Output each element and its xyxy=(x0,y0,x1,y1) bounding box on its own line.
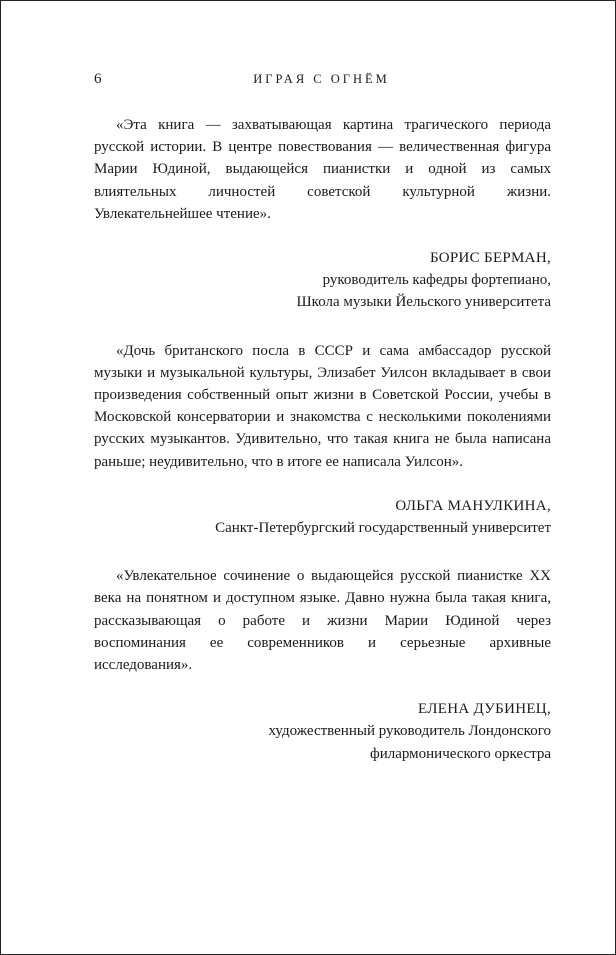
page-number: 6 xyxy=(94,71,102,87)
running-title: ИГРАЯ С ОГНЁМ xyxy=(253,72,390,86)
author-name: ОЛЬГА МАНУЛКИНА, xyxy=(395,497,551,514)
page-header xyxy=(94,71,549,91)
testimonial-quote: «Увлекательное сочинение о выдающейся русской пианистке XX века на понятном и доступном языке. Давно нужна была такая книга, рассказывающая о работе и жизни Марии Юдиной через воспоминания ее современников и серьезные архивные исследования». xyxy=(94,568,551,674)
testimonial-quote: «Эта книга — захватывающая картина трагического периода русской истории. В центре повествования — величественная фигура Марии Юдиной, выдающейся пианистки и одной из самых влиятельных личностей советской культурной жизни. Увлекательнейшее чтение». xyxy=(94,117,551,222)
testimonial-quote: «Дочь британского посла в СССР и сама амбассадор русской музыки и музыкальной культуры, Элизабет Уилсон вкладывает в свои произведения собственный опыт жизни в Советской России, учебы в Московской консерватории и знакомства с несколькими поколениями русских музыкантов. Удивительно, что такая книга не была написана раньше; неудивительно, что в итоге ее написала Уилсон». xyxy=(94,342,551,470)
author-role: Санкт-Петербургский государственный университет xyxy=(215,520,551,537)
author-role: художественный руководитель Лондонского xyxy=(268,723,551,740)
author-role: филармонического оркестра xyxy=(370,745,551,762)
author-role: руководитель кафедры фортепиано, xyxy=(322,272,551,289)
testimonial-attribution xyxy=(94,495,551,539)
author-role: Школа музыки Йельского университета xyxy=(296,294,551,311)
author-name: ЕЛЕНА ДУБИНЕЦ, xyxy=(418,701,551,718)
author-name: БОРИС БЕРМАН, xyxy=(429,250,551,267)
testimonial-attribution xyxy=(94,698,551,765)
page-content xyxy=(94,114,551,791)
testimonial-attribution xyxy=(94,247,551,314)
